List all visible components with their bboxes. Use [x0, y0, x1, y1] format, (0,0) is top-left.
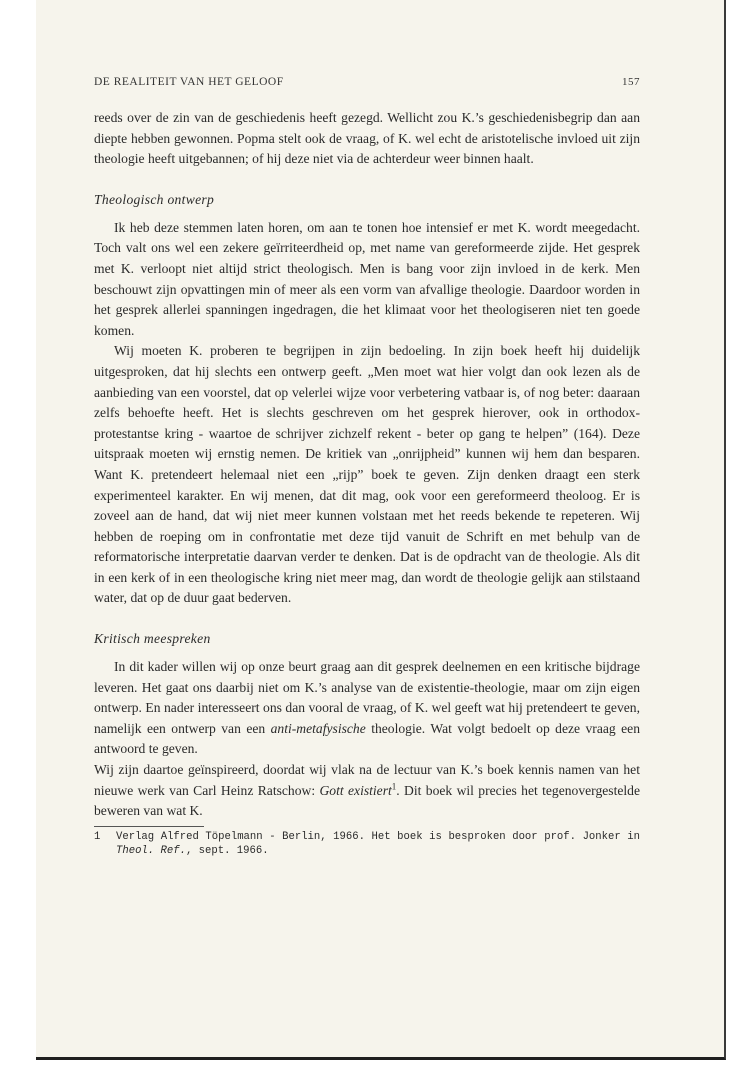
- section-heading-theologisch-ontwerp: Theologisch ontwerp: [94, 191, 215, 207]
- paragraph-geinspireerd-text: Wij zijn daartoe geïnspireerd, doordat wij vlak na de lectuur van K.’s boek kennis namen van het nieuwe werk van Carl Heinz Ratschow:: [94, 762, 640, 798]
- paragraph-stemmen: Ik heb deze stemmen laten horen, om aan te tonen hoe intensief er met K. wordt meegedacht. Toch valt ons wel een zekere geïrriteerdheid op, met name van gereformeerde zijde. Het gesprek met K. verloopt niet altijd strict theologisch. Men is bang voor zijn invloed in de kerk. Men beschouwt zijn opvattingen min of meer als een vorm van afvallige theologie. Daardoor worden in het gesprek allerlei spanningen ingedragen, die het klimaat voor het theologiseren niet ten goede komen.: [94, 219, 640, 338]
- paragraph-begrijpen: Wij moeten K. proberen te begrijpen in zijn bedoeling. In zijn boek heeft hij duidelijk uitgesproken, dat hij slechts een ontwerp geeft. „Men moet wat hier volgt dan ook lezen als de aanbieding van een voorstel, dat op velerlei wijze voor verbetering vatbaar is, of nog beter: daaraan zelfs behoefte heeft. Het is slechts geschreven om het gesprek hierover, ook in orthodox-protestantse kring - waartoe de schrijver zichzelf rekent - beter op gang te helpen” (164). Deze uitspraak moeten wij ernstig nemen. De kritiek van „onrijpheid” kunnen wij hem dan besparen. Want K. pretendeert helemaal niet een „rijp” boek te geven. Zijn denken draagt een sterk experimenteel karakter. En wij menen, dat dit mag, ook voor een gereformeerd theoloog. Er is zoveel aan de hand, dat wij niet meer kunnen volstaan met het reeds bekende te repeteren. Wij hebben de roeping om in confrontatie met deze tijd vanuit de Schrift en met behulp van de reformatorische interpretatie daarvan verder te denken. Dat is de opdracht van de theologie. Als dit in een kerk of in een theologische kring niet meer mag, dan wordt de theologie gelijk aan stilstaand water, dat op de duur gaat bederven.: [94, 343, 640, 606]
- section-heading-kritisch-meespreken: Kritisch meespreken: [94, 631, 211, 647]
- footnote-text-a: Verlag Alfred Töpelmann - Berlin, 1966. Het boek is besproken door prof. Jonker in: [116, 830, 640, 843]
- paragraph-kader: [94, 657, 640, 760]
- book-page: [36, 0, 726, 1060]
- footnote-mark: 1: [94, 830, 101, 843]
- paragraph-geinspireerd: [94, 760, 640, 822]
- paragraph-geinspireerd-tail: . Dit boek wil precies het tegenovergestelde beweren van wat K.: [94, 782, 641, 819]
- footnote: [94, 830, 640, 858]
- footnote-body: [116, 830, 640, 858]
- running-head-title: DE REALITEIT VAN HET GELOOF: [94, 76, 284, 88]
- paragraph-kader-tail: theologie. Wat volgt bedoelt op deze vraag een antwoord te geven.: [94, 720, 640, 757]
- footnote-reference: 1: [391, 781, 397, 792]
- paragraph-continuation: reeds over de zin van de geschiedenis heeft gezegd. Wellicht zou K.’s geschiedenisbegrip dan aan diepte hebben gewonnen. Popma stelt ook de vraag, of K. wel echt de aristotelische invloed uit zijn theologie heeft uitgebannen; of hij deze niet via de achterdeur weer binnen haalt.: [94, 110, 640, 167]
- paragraph-kader-text: In dit kader willen wij op onze beurt graag aan dit gesprek deelnemen en een kritische bijdrage leveren. Het gaat ons daarbij niet om K.’s analyse van de existentie-theologie, maar om zijn eigen ontwerp. En nader interesseert ons dan vooral de vraag, of K. wel geeft wat hij pretendeert te geven, namelijk een ontwerp van een: [94, 659, 640, 736]
- page-number: 157: [622, 76, 640, 88]
- running-head: [94, 76, 640, 88]
- footnote-journal-title: Theol. Ref.: [116, 844, 186, 857]
- book-title-gott-existiert: Gott existiert: [319, 782, 392, 798]
- footnote-text-b: , sept. 1966.: [185, 844, 269, 857]
- page-content: [94, 76, 640, 858]
- paragraph-kader-emphasis: anti-metafysische: [270, 720, 366, 736]
